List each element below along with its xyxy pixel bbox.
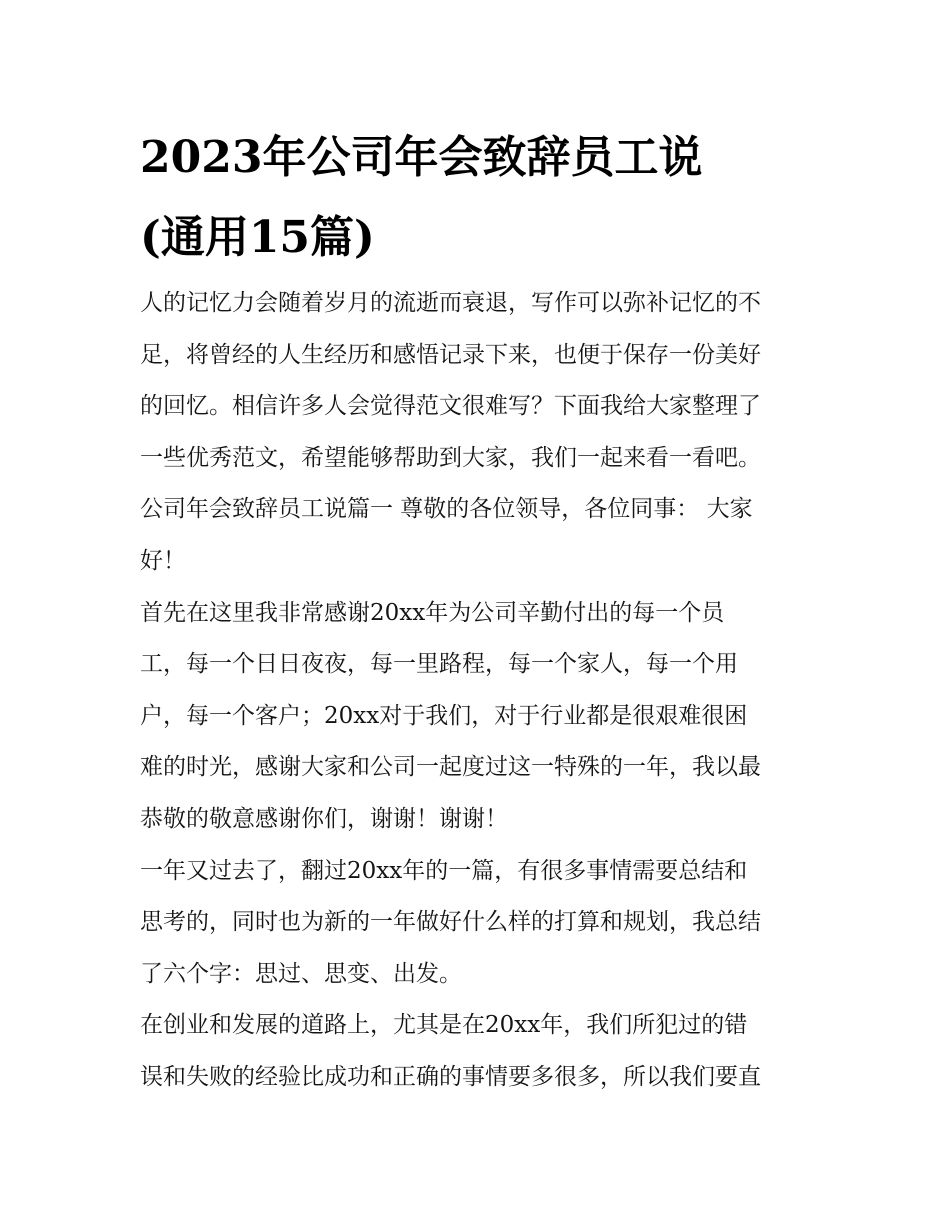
body-line: 户，每一个客户；20xx对于我们，对于行业都是很艰难很困 <box>140 702 748 729</box>
body-line: 工，每一个日日夜夜，每一里路程，每一个家人，每一个用 <box>140 651 738 678</box>
body-line: 思考的，同时也为新的一年做好什么样的打算和规划，我总结 <box>140 909 761 936</box>
body-line: 的回忆。相信许多人会觉得范文很难写？下面我给大家整理了 <box>140 393 761 420</box>
document-title <box>140 118 820 278</box>
document-body <box>140 278 820 1104</box>
body-line: 一些优秀范文，希望能够帮助到大家，我们一起来看一看吧。 <box>140 444 761 471</box>
title-line: (通用15篇) <box>140 212 375 263</box>
body-line: 恭敬的敬意感谢你们，谢谢！谢谢！ <box>140 805 508 832</box>
body-line: 首先在这里我非常感谢20xx年为公司辛勤付出的每一个员 <box>140 599 725 626</box>
title-line: 2023年公司年会致辞员工说 <box>140 132 703 183</box>
body-line: 公司年会致辞员工说篇一 尊敬的各位领导，各位同事： 大家 <box>140 496 753 523</box>
body-line: 误和失败的经验比成功和正确的事情要多很多，所以我们要直 <box>140 1063 761 1090</box>
body-line: 一年又过去了，翻过20xx年的一篇，有很多事情需要总结和 <box>140 857 748 884</box>
body-line: 在创业和发展的道路上，尤其是在20xx年，我们所犯过的错 <box>140 1012 748 1039</box>
body-line: 好！ <box>140 547 186 574</box>
body-line: 了六个字：思过、思变、出发。 <box>140 960 462 987</box>
body-line: 人的记忆力会随着岁月的流逝而衰退，写作可以弥补记忆的不 <box>140 290 761 316</box>
body-line: 足，将曾经的人生经历和感悟记录下来，也便于保存一份美好 <box>140 341 761 368</box>
body-line: 难的时光，感谢大家和公司一起度过这一特殊的一年，我以最 <box>140 754 761 781</box>
